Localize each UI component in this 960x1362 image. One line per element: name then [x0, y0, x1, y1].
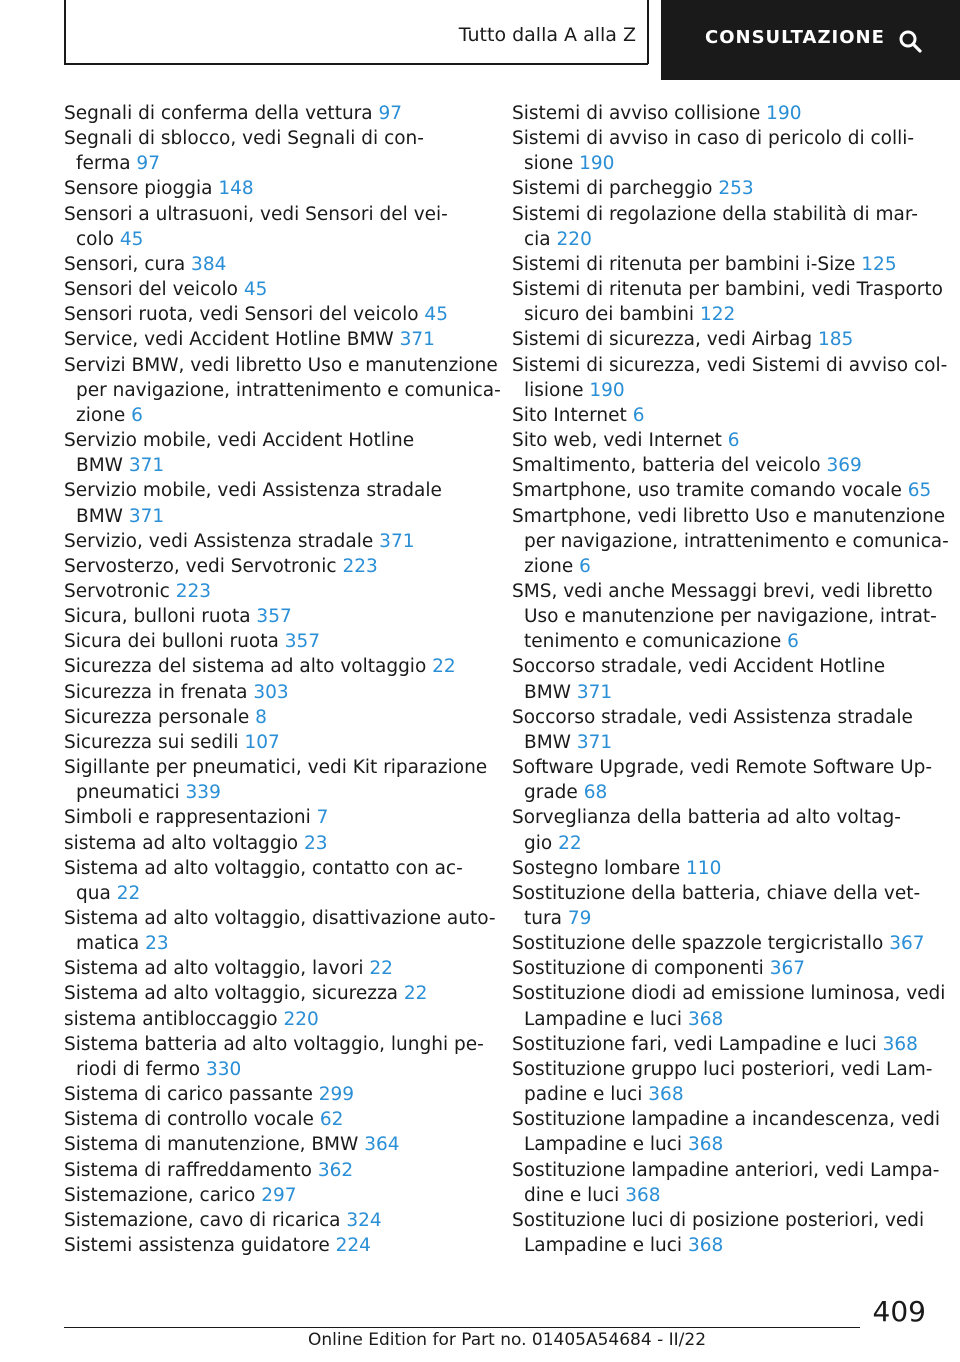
index-entry	[512, 755, 933, 805]
index-entry	[512, 956, 928, 981]
page-reference-link[interactable]: 368	[687, 1008, 724, 1030]
page-reference-link[interactable]: 220	[556, 228, 592, 250]
index-entry	[64, 604, 484, 629]
index-entry	[512, 654, 928, 704]
index-entry	[64, 1007, 484, 1032]
index-entry-text: padine e luci	[524, 1084, 649, 1106]
page-reference-link[interactable]: 6	[632, 404, 645, 426]
index-entry	[512, 403, 928, 428]
index-entry	[512, 881, 928, 931]
index-entry	[512, 981, 946, 1031]
index-entry-text: Sistemazione, carico	[64, 1184, 262, 1206]
index-entry-text: sistema ad alto voltaggio	[64, 832, 305, 854]
index-entry-text: Sostituzione gruppo luci posteriori, vedi Lam-	[512, 1058, 933, 1080]
index-entry	[512, 805, 928, 855]
index-entry	[64, 1233, 484, 1258]
index-entry-text: Sostituzione luci di posizione posteriori, vedi	[512, 1209, 925, 1231]
index-entry	[64, 705, 484, 730]
index-entry-text: lisione	[524, 379, 590, 401]
index-entry-text: Sistemi di avviso collisione	[512, 103, 767, 124]
index-entry	[512, 252, 928, 277]
index-entry-text: Smartphone, uso tramite comando vocale	[512, 480, 908, 502]
page-reference-link[interactable]: 362	[317, 1159, 354, 1181]
edition-info: Online Edition for Part no. 01405A54684 - II/22	[308, 1330, 707, 1350]
page-reference-link[interactable]: 297	[261, 1184, 297, 1206]
page-reference-link[interactable]: 6	[131, 404, 143, 426]
index-entry-text: Sicura, bulloni ruota	[64, 606, 257, 628]
page-reference-link[interactable]: 299	[318, 1084, 355, 1106]
index-entry-text: tenimento e comunicazione	[524, 631, 788, 653]
index-entry-text: Sistema ad alto voltaggio, disattivazione auto-	[64, 908, 496, 929]
index-entry	[64, 428, 484, 478]
page-reference-link[interactable]: 79	[567, 908, 592, 929]
index-entry-text: Lampadine e luci	[524, 1008, 688, 1030]
index-entry-text: Segnali di conferma della vettura	[64, 103, 379, 124]
index-entry	[512, 126, 928, 176]
index-entry-text: per navigazione, intrattenimento e comunica-	[76, 379, 501, 401]
index-entry	[64, 1132, 484, 1157]
index-entry	[64, 1032, 484, 1082]
index-entry	[512, 327, 928, 352]
page-reference-link[interactable]: 190	[589, 379, 625, 401]
index-entry-text: Sistemi di avviso in caso di pericolo di colli-	[512, 128, 915, 150]
index-entry	[512, 176, 928, 201]
page-reference-link[interactable]: 368	[882, 1033, 918, 1055]
page-reference-link[interactable]: 23	[304, 832, 328, 854]
page-reference-link[interactable]: 110	[686, 857, 722, 879]
index-entry	[64, 680, 484, 705]
index-entry-text: BMW	[76, 455, 129, 477]
index-entry	[64, 654, 484, 679]
page-reference-link[interactable]: 68	[583, 782, 608, 804]
index-entry	[64, 1183, 484, 1208]
page-reference-link[interactable]: 6	[787, 631, 799, 653]
index-entry-text: Sistemi di parcheggio	[512, 178, 719, 200]
index-entry-text: Smaltimento, batteria del veicolo	[512, 455, 827, 477]
index-entry	[64, 101, 484, 126]
index-entry	[64, 1208, 484, 1233]
index-entry-text: Sistemi assistenza guidatore	[64, 1235, 336, 1257]
index-entry	[512, 705, 928, 755]
index-entry	[64, 252, 484, 277]
index-entry-text: Sostituzione della batteria, chiave della vet-	[512, 882, 921, 904]
index-entry	[64, 327, 484, 352]
page-reference-link[interactable]: 23	[145, 933, 169, 955]
index-entry-text: pneumatici	[76, 782, 186, 804]
index-entry-text: Sistemi di ritenuta per bambini, vedi Trasporto	[512, 279, 943, 301]
index-entry-text: Sensori, cura	[64, 253, 192, 275]
page-reference-link[interactable]: 45	[243, 279, 268, 301]
index-entry-text: BMW	[524, 731, 577, 753]
page-reference-link[interactable]: 6	[579, 555, 591, 577]
page-reference-link[interactable]: 368	[687, 1235, 724, 1257]
page-reference-link[interactable]: 97	[378, 103, 403, 124]
index-entry-text: BMW	[76, 505, 129, 527]
index-entry-text: Uso e manutenzione per navigazione, intrat-	[524, 606, 937, 628]
index-entry-text: grade	[524, 782, 584, 804]
page-reference-link[interactable]: 371	[128, 455, 165, 477]
page-reference-link[interactable]: 220	[283, 1008, 319, 1030]
page-reference-link[interactable]: 107	[244, 731, 280, 753]
index-entry-text: Sistema batteria ad alto voltaggio, lunghi pe-	[64, 1033, 484, 1055]
index-entry-text: Segnali di sblocco, vedi Segnali di con-	[64, 128, 424, 150]
index-entry-text: Servotronic	[64, 580, 176, 602]
page-reference-link[interactable]: 357	[284, 631, 320, 653]
index-entry-text: Sicurezza del sistema ad alto voltaggio	[64, 656, 433, 678]
index-entry-text: cia	[524, 228, 557, 250]
index-entry-text: Servizi BMW, vedi libretto Uso e manutenzione	[64, 354, 498, 376]
index-entry-text: SMS, vedi anche Messaggi brevi, vedi libretto	[512, 580, 933, 602]
index-entry	[512, 1158, 940, 1208]
index-entry-text: Sensori ruota, vedi Sensori del veicolo	[64, 304, 425, 326]
footer-rule	[64, 1327, 860, 1328]
index-entry-text: Sorveglianza della batteria ad alto voltag-	[512, 807, 901, 829]
page-reference-link[interactable]: 369	[826, 455, 862, 477]
index-entry-text: Sistema di controllo vocale	[64, 1109, 320, 1131]
index-entry	[512, 931, 928, 956]
index-entry-text: Sostituzione diodi ad emissione luminosa, vedi	[512, 983, 946, 1005]
index-entry-text: Sito Internet	[512, 404, 633, 426]
page-reference-link[interactable]: 190	[766, 103, 802, 124]
index-entry-text: zione	[524, 555, 580, 577]
index-entry-text: Servizio, vedi Assistenza stradale	[64, 530, 380, 552]
section-title: Tutto dalla A alla Z	[458, 24, 636, 46]
index-column-left	[64, 101, 501, 1258]
page-reference-link[interactable]: 22	[369, 958, 393, 980]
page-reference-link[interactable]: 384	[191, 253, 227, 275]
index-entry	[64, 126, 484, 176]
page-reference-link[interactable]: 367	[769, 958, 805, 980]
page-reference-link[interactable]: 7	[316, 807, 329, 829]
index-entry-text: Sistemi di sicurezza, vedi Airbag	[512, 329, 818, 351]
index-entry-text: Sistemi di ritenuta per bambini i-Size	[512, 253, 862, 275]
page-reference-link[interactable]: 8	[255, 706, 267, 728]
index-entry-text: Servizio mobile, vedi Assistenza stradale	[64, 480, 442, 502]
index-entry	[512, 1057, 933, 1107]
index-entry-text: dine e luci	[524, 1184, 626, 1206]
page-reference-link[interactable]: 371	[128, 505, 165, 527]
index-entry-text: gio	[524, 832, 559, 854]
index-entry-text: Lampadine e luci	[524, 1134, 688, 1156]
header-divider	[647, 0, 649, 64]
header-left-rule	[64, 0, 66, 64]
page-reference-link[interactable]: 223	[175, 580, 211, 602]
index-entry	[512, 1032, 928, 1057]
index-entry-text: sistema antibloccaggio	[64, 1008, 284, 1030]
index-entry-text: Service, vedi Accident Hotline BMW	[64, 329, 400, 351]
search-icon	[898, 29, 922, 57]
index-entry	[64, 730, 484, 755]
index-entry	[64, 629, 484, 654]
page-reference-link[interactable]: 224	[335, 1235, 371, 1257]
page-number: 409	[872, 1295, 926, 1328]
index-entry-text: Sostituzione delle spazzole tergicristallo	[512, 933, 890, 955]
page-reference-link[interactable]: 371	[399, 329, 435, 351]
index-entry-text: Sicurezza sui sedili	[64, 731, 245, 753]
page-reference-link[interactable]: 368	[687, 1134, 724, 1156]
index-entry	[512, 277, 943, 327]
page-reference-link[interactable]: 303	[253, 681, 289, 703]
page-reference-link[interactable]: 122	[699, 304, 736, 326]
page-reference-link[interactable]: 148	[218, 178, 254, 200]
index-entry	[64, 353, 501, 428]
index-entry	[64, 755, 488, 805]
index-entry-text: Software Upgrade, vedi Remote Software Up-	[512, 757, 933, 779]
index-entry-text: Sicurezza in frenata	[64, 681, 254, 703]
index-entry	[64, 1158, 484, 1183]
index-entry-text: Sostituzione di componenti	[512, 958, 770, 980]
page-reference-link[interactable]: 371	[379, 530, 415, 552]
index-entry	[512, 1208, 928, 1258]
index-entry-text: Sostituzione lampadine anteriori, vedi Lampa-	[512, 1159, 940, 1181]
consultazione-tab[interactable]	[661, 0, 960, 80]
index-entry	[64, 856, 484, 906]
index-entry-text: Sistema ad alto voltaggio, sicurezza	[64, 983, 404, 1005]
page-reference-link[interactable]: 371	[576, 731, 613, 753]
page-reference-link[interactable]: 45	[424, 304, 448, 326]
index-entry-text: Sensori a ultrasuoni, vedi Sensori del vei-	[64, 203, 448, 225]
page-reference-link[interactable]: 368	[648, 1084, 684, 1106]
page-reference-link[interactable]: 22	[432, 656, 456, 678]
index-entry	[64, 981, 484, 1006]
index-entry-text: Sensori del veicolo	[64, 279, 244, 301]
index-entry	[512, 478, 932, 503]
index-entry	[64, 805, 484, 830]
index-entry-text: zione	[76, 404, 132, 426]
page-reference-link[interactable]: 62	[319, 1109, 344, 1131]
index-entry-text: Soccorso stradale, vedi Accident Hotline	[512, 656, 886, 678]
page-reference-link[interactable]: 364	[364, 1134, 400, 1156]
page-reference-link[interactable]: 367	[889, 933, 925, 955]
page-reference-link[interactable]: 22	[116, 882, 141, 904]
index-entry	[64, 1082, 484, 1107]
index-entry-text: Soccorso stradale, vedi Assistenza stradale	[512, 706, 913, 728]
page-reference-link[interactable]: 371	[576, 681, 613, 703]
index-entry-text: Sensore pioggia	[64, 178, 219, 200]
page-reference-link[interactable]: 22	[558, 832, 582, 854]
index-entry-text: Sostituzione lampadine a incandescenza, vedi	[512, 1109, 941, 1131]
consultazione-tab-label: CONSULTAZIONE	[705, 27, 885, 48]
index-entry	[512, 353, 948, 403]
index-entry-text: Sicura dei bulloni ruota	[64, 631, 285, 653]
index-entry-text: Sistemi di regolazione della stabilità di mar-	[512, 203, 918, 225]
index-entry-text: Sistema di carico passante	[64, 1084, 319, 1106]
index-entry-text: Sistemi di sicurezza, vedi Sistemi di avviso col-	[512, 354, 948, 376]
index-entry-text: Sistema di raffreddamento	[64, 1159, 318, 1181]
index-entry-text: Sostegno lombare	[512, 857, 687, 879]
page-reference-link[interactable]: 324	[346, 1209, 382, 1231]
index-entry-text: qua	[76, 882, 117, 904]
index-entry	[64, 831, 484, 856]
index-entry-text: sicuro dei bambini	[524, 304, 700, 326]
index-entry-text: sione	[524, 153, 580, 175]
index-entry	[64, 302, 484, 327]
index-entry-text: Sistema ad alto voltaggio, lavori	[64, 958, 370, 980]
page-reference-link[interactable]: 45	[119, 228, 144, 250]
index-entry-text: Sito web, vedi Internet	[512, 430, 728, 452]
index-entry	[64, 554, 484, 579]
index-entry-text: Sicurezza personale	[64, 706, 256, 728]
page-reference-link[interactable]: 22	[403, 983, 428, 1005]
index-entry	[512, 856, 928, 881]
index-entry	[512, 504, 949, 579]
index-entry-text: tura	[524, 908, 568, 929]
index-entry-text: matica	[76, 933, 146, 955]
index-entry-text: Servizio mobile, vedi Accident Hotline	[64, 430, 415, 452]
index-entry	[64, 529, 484, 554]
index-entry	[512, 453, 928, 478]
index-entry-text: Sistema di manutenzione, BMW	[64, 1134, 365, 1156]
index-entry-text: BMW	[524, 681, 577, 703]
index-entry-text: ferma	[76, 153, 137, 175]
page-reference-link[interactable]: 97	[136, 153, 160, 175]
index-entry	[512, 579, 937, 654]
index-entry-text: Lampadine e luci	[524, 1235, 688, 1257]
index-entry-text: Servosterzo, vedi Servotronic	[64, 555, 343, 577]
index-entry-text: riodi di fermo	[76, 1058, 206, 1080]
page-reference-link[interactable]: 357	[256, 606, 292, 628]
index-entry	[64, 176, 484, 201]
index-entry	[64, 1107, 484, 1132]
index-entry	[64, 202, 484, 252]
page-reference-link[interactable]: 125	[861, 253, 897, 275]
page-reference-link[interactable]: 339	[185, 782, 221, 804]
page-reference-link[interactable]: 223	[342, 555, 378, 577]
index-entry	[64, 579, 484, 604]
index-entry-text: per navigazione, intrattenimento e comunica-	[524, 530, 949, 552]
page-reference-link[interactable]: 6	[727, 430, 740, 452]
index-entry	[64, 906, 496, 956]
page-reference-link[interactable]: 253	[718, 178, 754, 200]
index-entry	[64, 956, 484, 981]
index-entry-text: Smartphone, vedi libretto Uso e manutenzione	[512, 505, 946, 527]
index-entry-text: colo	[76, 228, 120, 250]
index-entry	[512, 428, 928, 453]
index-entry-text: Sistema ad alto voltaggio, contatto con ac-	[64, 857, 463, 879]
index-entry-text: Sistemazione, cavo di ricarica	[64, 1209, 347, 1231]
index-entry	[512, 202, 928, 252]
page-reference-link[interactable]: 185	[817, 329, 854, 351]
index-entry-text: Sigillante per pneumatici, vedi Kit riparazione	[64, 757, 488, 779]
index-entry-text: Sostituzione fari, vedi Lampadine e luci	[512, 1033, 883, 1055]
page-reference-link[interactable]: 330	[206, 1058, 242, 1080]
index-entry	[512, 101, 928, 126]
index-entry-text: Simboli e rappresentazioni	[64, 807, 317, 829]
index-entry	[512, 1107, 941, 1157]
page-reference-link[interactable]: 190	[579, 153, 615, 175]
page-reference-link[interactable]: 65	[907, 480, 932, 502]
page-reference-link[interactable]: 368	[625, 1184, 661, 1206]
index-entry	[64, 478, 484, 528]
header-bottom-rule	[64, 63, 648, 65]
index-entry	[64, 277, 484, 302]
index-column-right	[512, 101, 949, 1258]
